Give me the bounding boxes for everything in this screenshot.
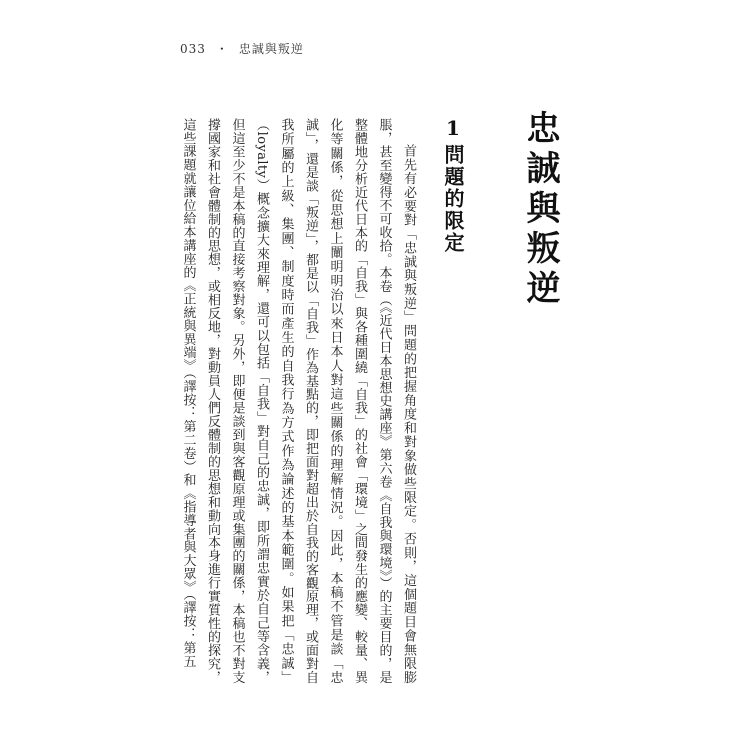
section-heading bbox=[438, 118, 468, 254]
header-separator: ・ bbox=[215, 42, 229, 56]
running-header bbox=[180, 40, 304, 57]
body-paragraph: 首先有必要對「忠誠與叛逆」問題的把握角度和對象做些限定。否則，這個題目會無限膨脹，甚至變得不可收拾。本卷（《近代日本思想史講座》第六卷《自我與環境》）的主要目的，是整體地分析近代日本的「自我」與各種圍繞「自我」的社會「環境」之間發生的應變、較量、異化等關係，從思想上闡明明治以來日本人對這些關係的理解情況。因此，本稿不管是談「忠誠」，還是談「叛逆」，都是以「自我」作為基點的，即把面對超出於自我的客觀原理，或面對自我所屬的上級、集團、制度時而產生的自我行為方式作為論述的基本範圍。如果把「忠誠」（loyalty）概念擴大來理解，還可以包括「自我」對自己的忠誠，即所謂忠實於自己等含義，但這至少不是本稿的直接考察對象。另外，即便是談到與客觀原理或集團的關係，本稿也不對支撐國家和社會體制的思想，或相反地，對動員人們反體制的思想和動向本身進行實質性的探究，這些課題就讓位給本講座的《正統與異端》（譯按：第二卷）和《指導者與大眾》（譯按：第五 bbox=[180, 118, 416, 684]
section-number: 1 bbox=[446, 118, 460, 138]
section-title: 問題的限定 bbox=[441, 144, 465, 254]
page-number: 033 bbox=[180, 42, 206, 56]
running-title: 忠誠與叛逆 bbox=[238, 42, 304, 56]
chapter-title: 忠誠與叛逆 bbox=[520, 110, 560, 310]
body-text bbox=[175, 118, 420, 684]
